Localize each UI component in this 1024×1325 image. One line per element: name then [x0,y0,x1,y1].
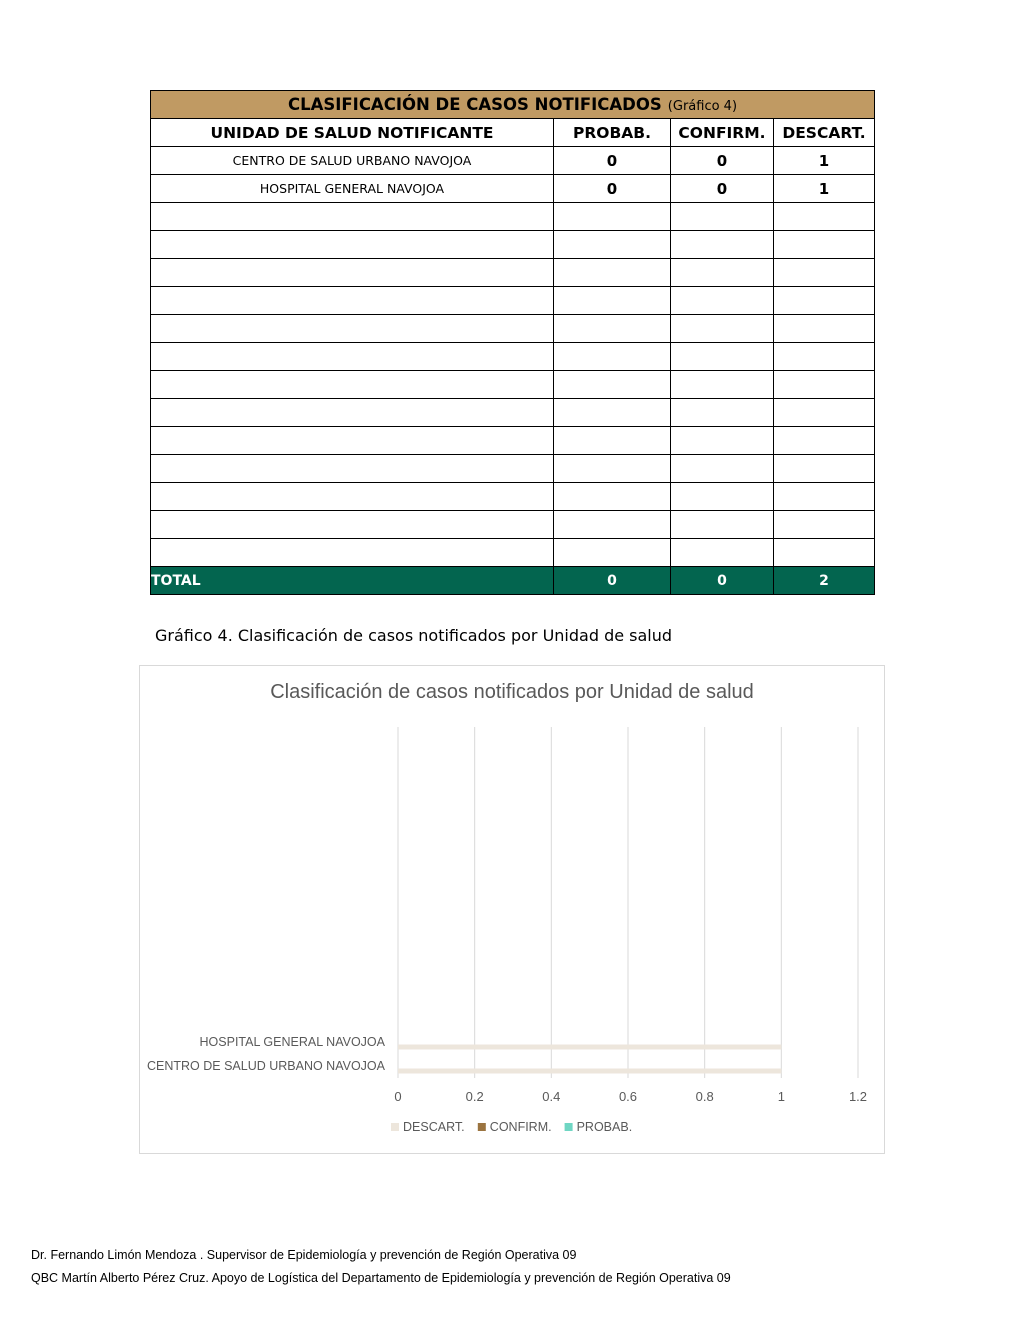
x-tick-label: 1 [777,1089,785,1104]
empty-cell [671,259,774,287]
empty-cell [671,483,774,511]
row-probab: 0 [554,175,671,203]
empty-rows [151,203,875,567]
empty-cell [151,399,554,427]
legend-label: DESCART. [403,1120,465,1134]
table-header-row [151,119,875,147]
empty-cell [671,455,774,483]
empty-cell [554,231,671,259]
classification-table [150,90,875,595]
row-descart: 1 [774,175,875,203]
x-tick-label: 0.4 [542,1089,561,1104]
legend-swatch [391,1123,399,1131]
total-label: TOTAL [151,567,554,595]
x-tick-label: 0.8 [695,1089,714,1104]
empty-cell [671,287,774,315]
empty-cell [774,315,875,343]
legend-swatch [565,1123,573,1131]
empty-cell [151,371,554,399]
empty-cell [554,259,671,287]
empty-cell [151,259,554,287]
empty-cell [554,427,671,455]
empty-cell [554,483,671,511]
empty-row [151,259,875,287]
empty-cell [671,371,774,399]
empty-row [151,539,875,567]
empty-row [151,455,875,483]
empty-row [151,371,875,399]
empty-cell [151,427,554,455]
empty-cell [774,203,875,231]
legend-label: PROBAB. [576,1120,633,1134]
empty-cell [151,539,554,567]
x-tick-label: 0 [394,1089,402,1104]
empty-cell [151,343,554,371]
empty-cell [671,399,774,427]
row-unit: HOSPITAL GENERAL NAVOJOA [151,175,554,203]
empty-row [151,343,875,371]
empty-row [151,483,875,511]
empty-cell [671,315,774,343]
empty-cell [554,455,671,483]
empty-cell [774,259,875,287]
footer-line-1: Dr. Fernando Limón Mendoza . Supervisor de Epidemiología y prevención de Región Operativa 09 [31,1248,577,1262]
empty-row [151,315,875,343]
empty-cell [554,203,671,231]
empty-cell [151,231,554,259]
footer-line-2: QBC Martín Alberto Pérez Cruz. Apoyo de Logística del Departamento de Epidemiología y prevención de Región Operativa 09 [31,1271,731,1285]
empty-cell [151,455,554,483]
legend-label: CONFIRM. [489,1120,552,1134]
total-descart: 2 [774,567,875,595]
empty-cell [151,203,554,231]
row-probab: 0 [554,147,671,175]
empty-cell [151,483,554,511]
empty-cell [774,455,875,483]
empty-cell [774,483,875,511]
header-probab: PROBAB. [554,119,671,147]
row-confirm: 0 [671,175,774,203]
table-title [151,91,875,119]
header-unit: UNIDAD DE SALUD NOTIFICANTE [151,119,554,147]
empty-cell [554,343,671,371]
empty-row [151,511,875,539]
total-probab: 0 [554,567,671,595]
empty-cell [671,343,774,371]
empty-cell [774,427,875,455]
empty-row [151,287,875,315]
empty-cell [554,511,671,539]
empty-cell [554,287,671,315]
total-row [151,567,875,595]
legend-swatch [478,1123,486,1131]
table-title-sub: (Gráfico 4) [667,99,738,114]
empty-cell [671,231,774,259]
empty-cell [151,315,554,343]
empty-row [151,399,875,427]
empty-cell [774,399,875,427]
empty-cell [554,399,671,427]
table-title-row [151,91,875,119]
empty-cell [671,539,774,567]
row-unit: CENTRO DE SALUD URBANO NAVOJOA [151,147,554,175]
chart-caption: Gráfico 4. Clasificación de casos notificados por Unidad de salud [155,626,673,645]
x-tick-label: 1.2 [848,1089,868,1104]
empty-cell [554,371,671,399]
empty-cell [774,343,875,371]
empty-cell [151,287,554,315]
bar-descart [398,1069,781,1074]
bar-descart [398,1045,781,1050]
empty-cell [774,371,875,399]
table-row [151,147,875,175]
empty-cell [554,539,671,567]
table-row [151,175,875,203]
table-title-main: CLASIFICACIÓN DE CASOS NOTIFICADOS [288,95,662,114]
bar-chart [139,665,885,1154]
empty-row [151,231,875,259]
x-tick-label: 0.6 [618,1089,638,1104]
empty-cell [774,231,875,259]
empty-row [151,203,875,231]
empty-cell [671,427,774,455]
empty-cell [671,511,774,539]
empty-row [151,427,875,455]
x-tick-label: 0.2 [465,1089,484,1104]
header-descart: DESCART. [774,119,875,147]
header-confirm: CONFIRM. [671,119,774,147]
row-confirm: 0 [671,147,774,175]
empty-cell [774,511,875,539]
empty-cell [671,203,774,231]
empty-cell [554,315,671,343]
empty-cell [151,511,554,539]
total-confirm: 0 [671,567,774,595]
y-category-label: CENTRO DE SALUD URBANO NAVOJOA [146,1059,385,1073]
y-category-label: HOSPITAL GENERAL NAVOJOA [199,1035,385,1049]
chart-title: Clasificación de casos notificados por Unidad de salud [270,681,754,703]
row-descart: 1 [774,147,875,175]
empty-cell [774,287,875,315]
empty-cell [774,539,875,567]
